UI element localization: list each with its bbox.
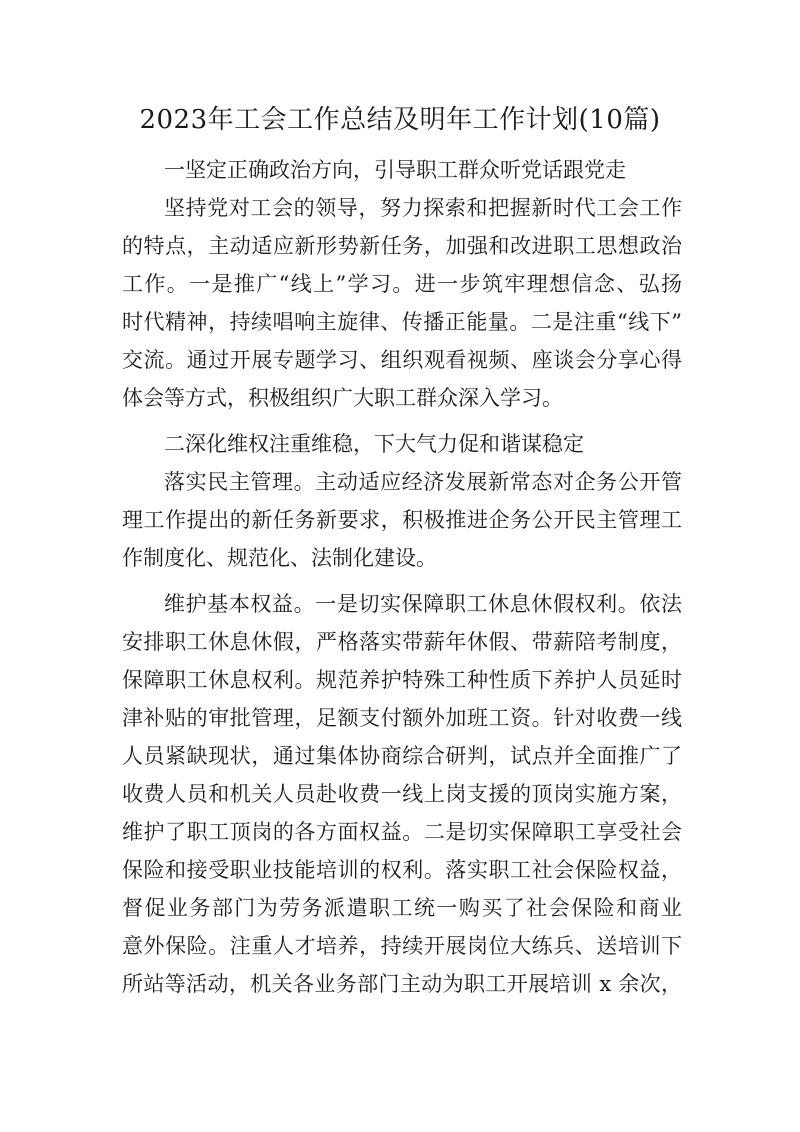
body-line: 落实民主管理。主动适应经济发展新常态对企务公开管 [164,470,682,494]
body-line: 收费人员和机关人员赴收费一线上岗支援的顶岗实施方案， [122,782,682,806]
body-line: 体会等方式，积极组织广大职工群众深入学习。 [122,386,563,410]
body-line: 作制度化、规范化、法制化建设。 [122,546,437,570]
body-line: 安排职工休息休假，严格落实带薪年休假、带薪陪考制度， [122,630,682,654]
section-heading: 一坚定正确政治方向，引导职工群众听党话跟党走 [164,158,626,182]
body-line: 维护了职工顶岗的各方面权益。二是切实保障职工享受社会 [122,820,682,844]
body-line: 的特点，主动适应新形势新任务，加强和改进职工思想政治 [122,234,682,258]
body-line: 意外保险。注重人才培养，持续开展岗位大练兵、送培训下 [122,934,682,958]
body-line: 保障职工休息权利。规范养护特殊工种性质下养护人员延时 [122,668,682,692]
body-line: 所站等活动，机关各业务部门主动为职工开展培训 x 余次， [122,972,682,996]
body-line: 坚持党对工会的领导，努力探索和把握新时代工会工作 [164,196,682,220]
section-heading: 二深化维权注重维稳，下大气力促和谐谋稳定 [164,432,584,456]
body-line: 人员紧缺现状，通过集体协商综合研判，试点并全面推广了 [122,744,682,768]
body-line: 工作。一是推广“线上”学习。进一步筑牢理想信念、弘扬 [122,272,682,296]
document-title: 2023年工会工作总结及明年工作计划(10篇) [139,105,661,135]
body-line: 津补贴的审批管理，足额支付额外加班工资。针对收费一线 [122,706,682,730]
document-body [122,151,682,1003]
body-line: 理工作提出的新任务新要求，积极推进企务公开民主管理工 [122,508,682,532]
body-line: 交流。通过开展专题学习、组织观看视频、座谈会分享心得 [122,348,682,372]
body-line: 维护基本权益。一是切实保障职工休息休假权利。依法 [164,592,682,616]
body-line: 保险和接受职业技能培训的权利。落实职工社会保险权益， [122,858,682,882]
body-line: 督促业务部门为劳务派遣职工统一购买了社会保险和商业 [122,896,682,920]
body-line: 时代精神，持续唱响主旋律、传播正能量。二是注重“线下” [122,310,682,334]
